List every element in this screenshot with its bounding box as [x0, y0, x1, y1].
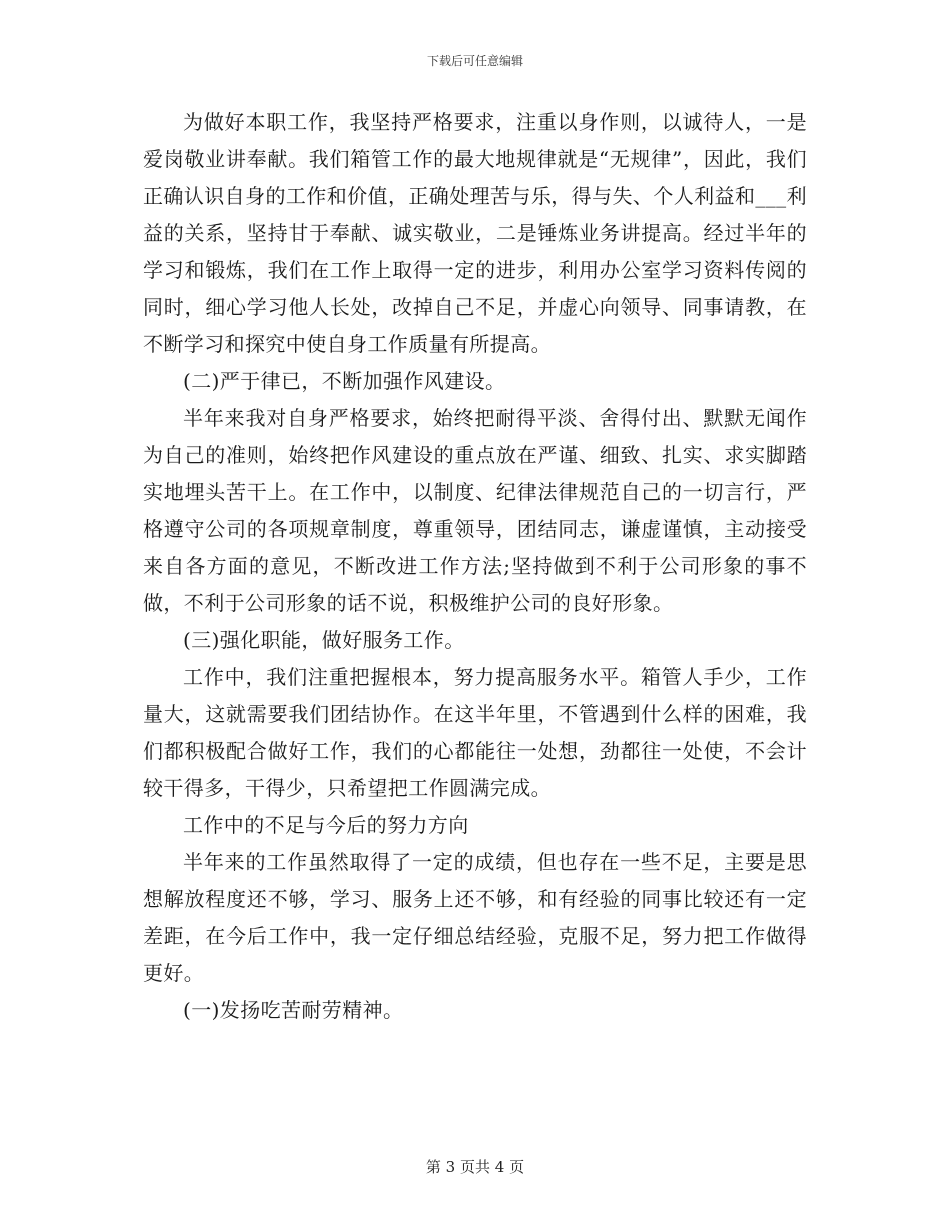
- page-number: 第 3 页共 4 页: [425, 1158, 525, 1176]
- paragraph-service-work: 工作中，我们注重把握根本，努力提高服务水平。箱管人手少，工作量大，这就需要我们团结协作。在这半年里，不管遇到什么样的困难，我们都积极配合做好工作，我们的心都能往一处想，劲都往一处使，不会计较干得多，干得少，只希望把工作圆满完成。: [143, 665, 807, 800]
- section-heading-3: (三)强化职能，做好服务工作。: [183, 628, 465, 652]
- document-body: [143, 104, 807, 1029]
- section-heading-1: (一)发扬吃苦耐劳精神。: [183, 998, 404, 1022]
- section-heading-2: (二)严于律已，不断加强作风建设。: [183, 369, 506, 393]
- page-header-note: 下载后可任意编辑: [426, 54, 523, 68]
- paragraph-work-style: 半年来我对自身严格要求，始终把耐得平淡、舍得付出、默默无闻作为自己的准则，始终把作风建设的重点放在严谨、细致、扎实、求实脚踏实地埋头苦干上。在工作中，以制度、纪律法律规范自己的一切言行，严格遵守公司的各项规章制度，尊重领导，团结同志，谦虚谨慎，主动接受来自各方面的意见，不断改进工作方法;坚持做到不利于公司形象的事不做，不利于公司形象的话不说，积极维护公司的良好形象。: [143, 406, 807, 615]
- paragraph-self-discipline-intro: 为做好本职工作，我坚持严格要求，注重以身作则，以诚待人，一是爱岗敬业讲奉献。我们箱管工作的最大地规律就是“无规律”，因此，我们正确认识自身的工作和价值，正确处理苦与乐，得与失、个人利益和___利益的关系，坚持甘于奉献、诚实敬业，二是锤炼业务讲提高。经过半年的学习和锻炼，我们在工作上取得一定的进步，利用办公室学习资料传阅的同时，细心学习他人长处，改掉自己不足，并虚心向领导、同事请教，在不断学习和探究中使自身工作质量有所提高。: [143, 110, 807, 356]
- section-heading-shortcomings: 工作中的不足与今后的努力方向: [183, 813, 469, 837]
- paragraph-shortcomings: 半年来的工作虽然取得了一定的成绩，但也存在一些不足，主要是思想解放程度还不够，学习、服务上还不够，和有经验的同事比较还有一定差距，在今后工作中，我一定仔细总结经验，克服不足，努力把工作做得更好。: [143, 850, 807, 985]
